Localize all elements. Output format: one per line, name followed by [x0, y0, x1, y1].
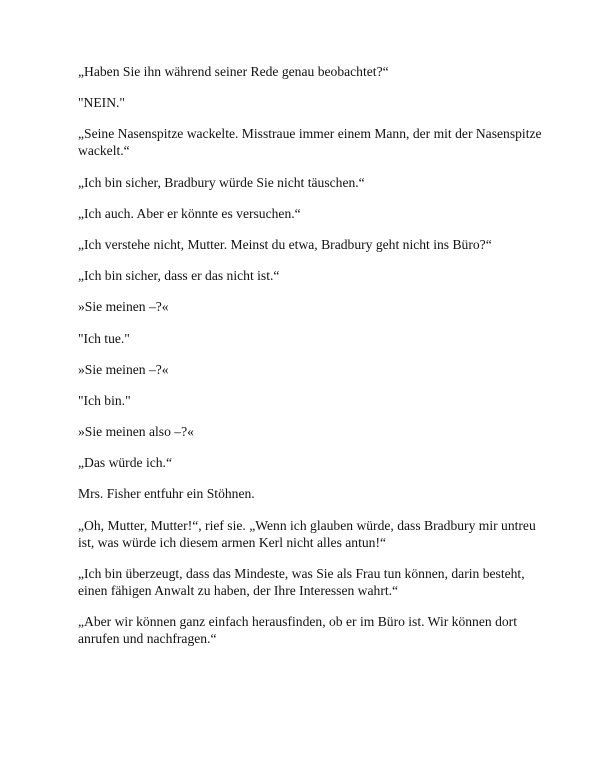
paragraph: "NEIN."	[78, 95, 125, 111]
paragraph: »Sie meinen –?«	[78, 299, 169, 315]
paragraph: »Sie meinen –?«	[78, 361, 169, 377]
paragraph: „Ich verstehe nicht, Mutter. Meinst du etwa, Bradbury geht nicht ins Büro?“	[78, 236, 492, 252]
paragraph: „Ich bin überzeugt, dass das Mindeste, was Sie als Frau tun können, darin besteht, einen fähigen Anwalt zu haben, der Ihre Interessen wahrt.“	[78, 565, 525, 598]
paragraph: "Ich tue."	[78, 330, 130, 346]
paragraph: Mrs. Fisher entfuhr ein Stöhnen.	[78, 486, 255, 502]
document-body	[78, 63, 548, 661]
paragraph: „Seine Nasenspitze wackelte. Misstraue immer einem Mann, der mit der Nasenspitze wackelt.“	[78, 126, 542, 159]
paragraph: „Oh, Mutter, Mutter!“, rief sie. „Wenn ich glauben würde, dass Bradbury mir untreu ist, was würde ich diesem armen Kerl nicht alles antun!“	[78, 517, 536, 550]
paragraph: "Ich bin."	[78, 392, 131, 408]
paragraph: „Ich auch. Aber er könnte es versuchen.“	[78, 205, 301, 221]
paragraph: „Ich bin sicher, dass er das nicht ist.“	[78, 268, 280, 284]
paragraph: »Sie meinen also –?«	[78, 424, 194, 440]
paragraph: „Das würde ich.“	[78, 455, 172, 471]
paragraph: „Aber wir können ganz einfach herausfinden, ob er im Büro ist. Wir können dort anrufen und nachfragen.“	[78, 614, 517, 646]
paragraph: „Ich bin sicher, Bradbury würde Sie nicht täuschen.“	[78, 174, 365, 190]
paragraph: „Haben Sie ihn während seiner Rede genau beobachtet?“	[78, 64, 389, 79]
